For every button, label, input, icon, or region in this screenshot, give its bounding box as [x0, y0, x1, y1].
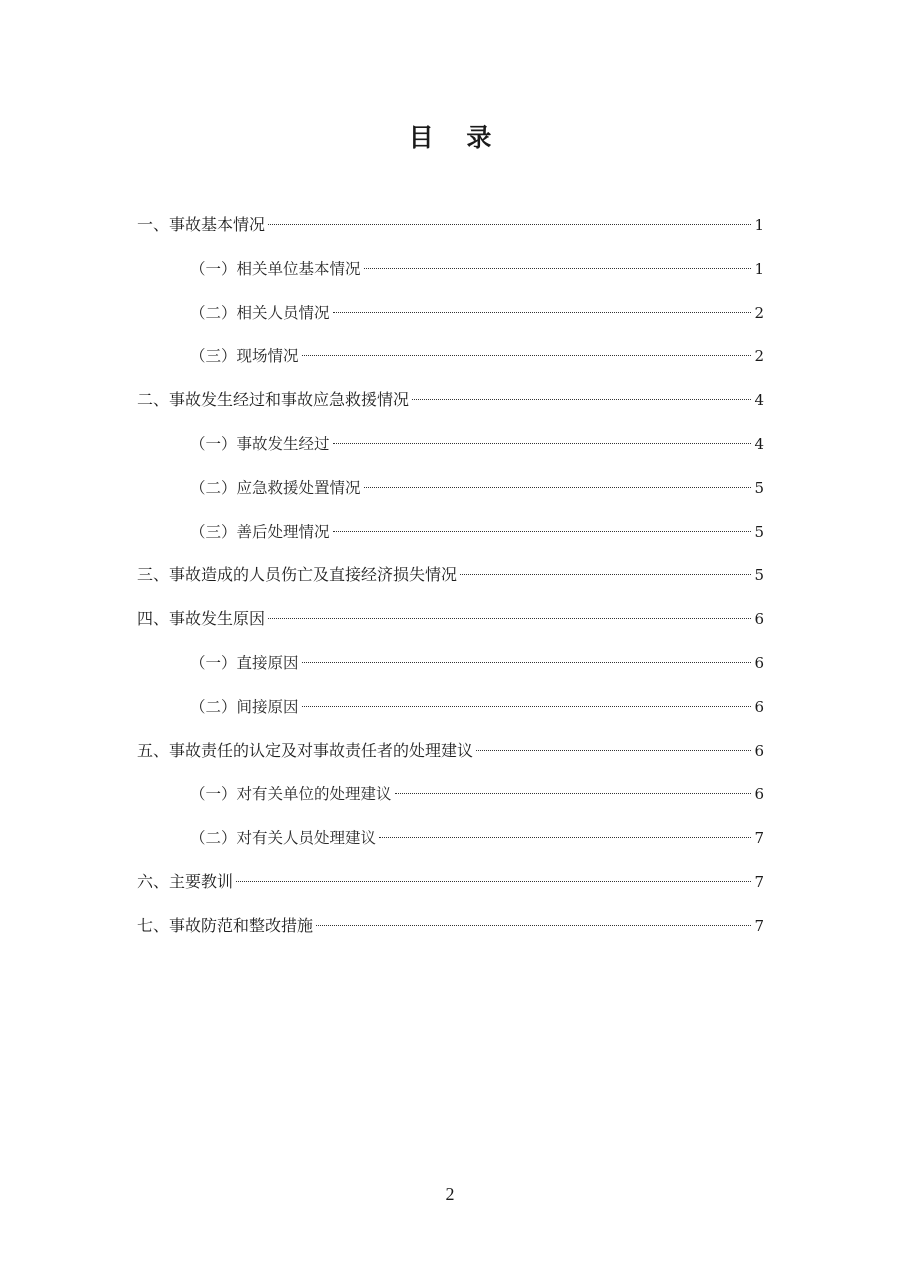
toc-entry-label: 三、事故造成的人员伤亡及直接经济损失情况 — [137, 565, 458, 585]
dot-leader — [302, 662, 752, 663]
toc-subentry[interactable] — [137, 646, 764, 690]
dot-leader — [412, 399, 751, 400]
dot-leader — [333, 531, 752, 532]
dot-leader — [302, 706, 752, 707]
toc-subentry[interactable] — [137, 339, 764, 383]
dot-leader — [333, 443, 752, 444]
dot-leader — [268, 224, 751, 225]
toc-entry-page: 1 — [754, 216, 764, 234]
toc-entry[interactable] — [137, 865, 764, 909]
toc-entry-label: （一）直接原因 — [190, 653, 299, 672]
toc-entry-label: （二）间接原因 — [190, 697, 299, 716]
toc-entry-page: 4 — [754, 391, 764, 410]
dot-leader — [460, 574, 751, 575]
toc-entry-page: 6 — [754, 697, 764, 716]
dot-leader — [236, 881, 751, 882]
toc-entry-page: 6 — [754, 653, 764, 672]
toc-entry-label: （二）对有关人员处理建议 — [190, 829, 377, 848]
dot-leader — [302, 355, 752, 356]
toc-entry-page: 6 — [754, 785, 764, 804]
toc-entry-label: （二）相关人员情况 — [190, 303, 330, 322]
page-title: 目 录 — [408, 123, 504, 152]
toc-entry-label: （一）事故发生经过 — [190, 434, 330, 453]
toc-entry-page: 2 — [754, 303, 764, 322]
toc-subentry[interactable] — [137, 252, 764, 296]
toc-entry[interactable] — [137, 909, 764, 953]
toc-entry-page: 2 — [754, 347, 764, 366]
toc-subentry[interactable] — [137, 777, 764, 821]
toc-subentry[interactable] — [137, 821, 764, 865]
toc-entry-page: 6 — [754, 741, 764, 760]
dot-leader — [476, 750, 751, 751]
toc-entry-page: 5 — [754, 478, 764, 497]
toc-entry-page: 6 — [754, 610, 764, 629]
toc-entry-label: 一、事故基本情况 — [137, 215, 266, 234]
dot-leader — [364, 487, 752, 488]
toc-entry-page: 1 — [754, 259, 764, 278]
toc-entry[interactable] — [137, 734, 764, 778]
toc-entry-page: 7 — [754, 829, 764, 848]
toc-entry[interactable] — [137, 558, 764, 602]
toc-entry-page: 5 — [754, 522, 764, 541]
dot-leader — [379, 837, 751, 838]
dot-leader — [395, 793, 752, 794]
toc-entry[interactable] — [137, 383, 764, 427]
toc-subentry[interactable] — [137, 471, 764, 515]
toc-subentry[interactable] — [137, 427, 764, 471]
toc-subentry[interactable] — [137, 690, 764, 734]
toc-entry-label: 四、事故发生原因 — [137, 609, 266, 629]
toc-subentry[interactable] — [137, 515, 764, 559]
toc-subentry[interactable] — [137, 296, 764, 340]
toc-entry-label: （一）相关单位基本情况 — [190, 259, 361, 278]
toc-entry-page: 4 — [754, 434, 764, 453]
toc-entry-label: 五、事故责任的认定及对事故责任者的处理建议 — [137, 740, 474, 760]
toc-entry-label: （三）现场情况 — [190, 347, 299, 366]
toc-entry[interactable] — [137, 602, 764, 646]
toc-entry-label: （一）对有关单位的处理建议 — [190, 785, 392, 804]
toc-entry[interactable] — [137, 208, 764, 252]
toc-entry-label: （三）善后处理情况 — [190, 522, 330, 541]
toc-entry-label: 六、主要教训 — [137, 871, 234, 891]
page-number: 2 — [445, 1184, 455, 1204]
toc-entry-page: 7 — [754, 872, 764, 891]
toc-entry-page: 5 — [754, 566, 764, 585]
toc-entry-page: 7 — [754, 916, 764, 935]
dot-leader — [316, 925, 751, 926]
toc-entry-label: 七、事故防范和整改措施 — [137, 915, 314, 935]
dot-leader — [268, 618, 751, 619]
dot-leader — [364, 268, 752, 269]
table-of-contents — [137, 208, 764, 953]
toc-entry-label: 二、事故发生经过和事故应急救援情况 — [137, 390, 410, 410]
dot-leader — [333, 312, 752, 313]
toc-entry-label: （二）应急救援处置情况 — [190, 478, 361, 497]
